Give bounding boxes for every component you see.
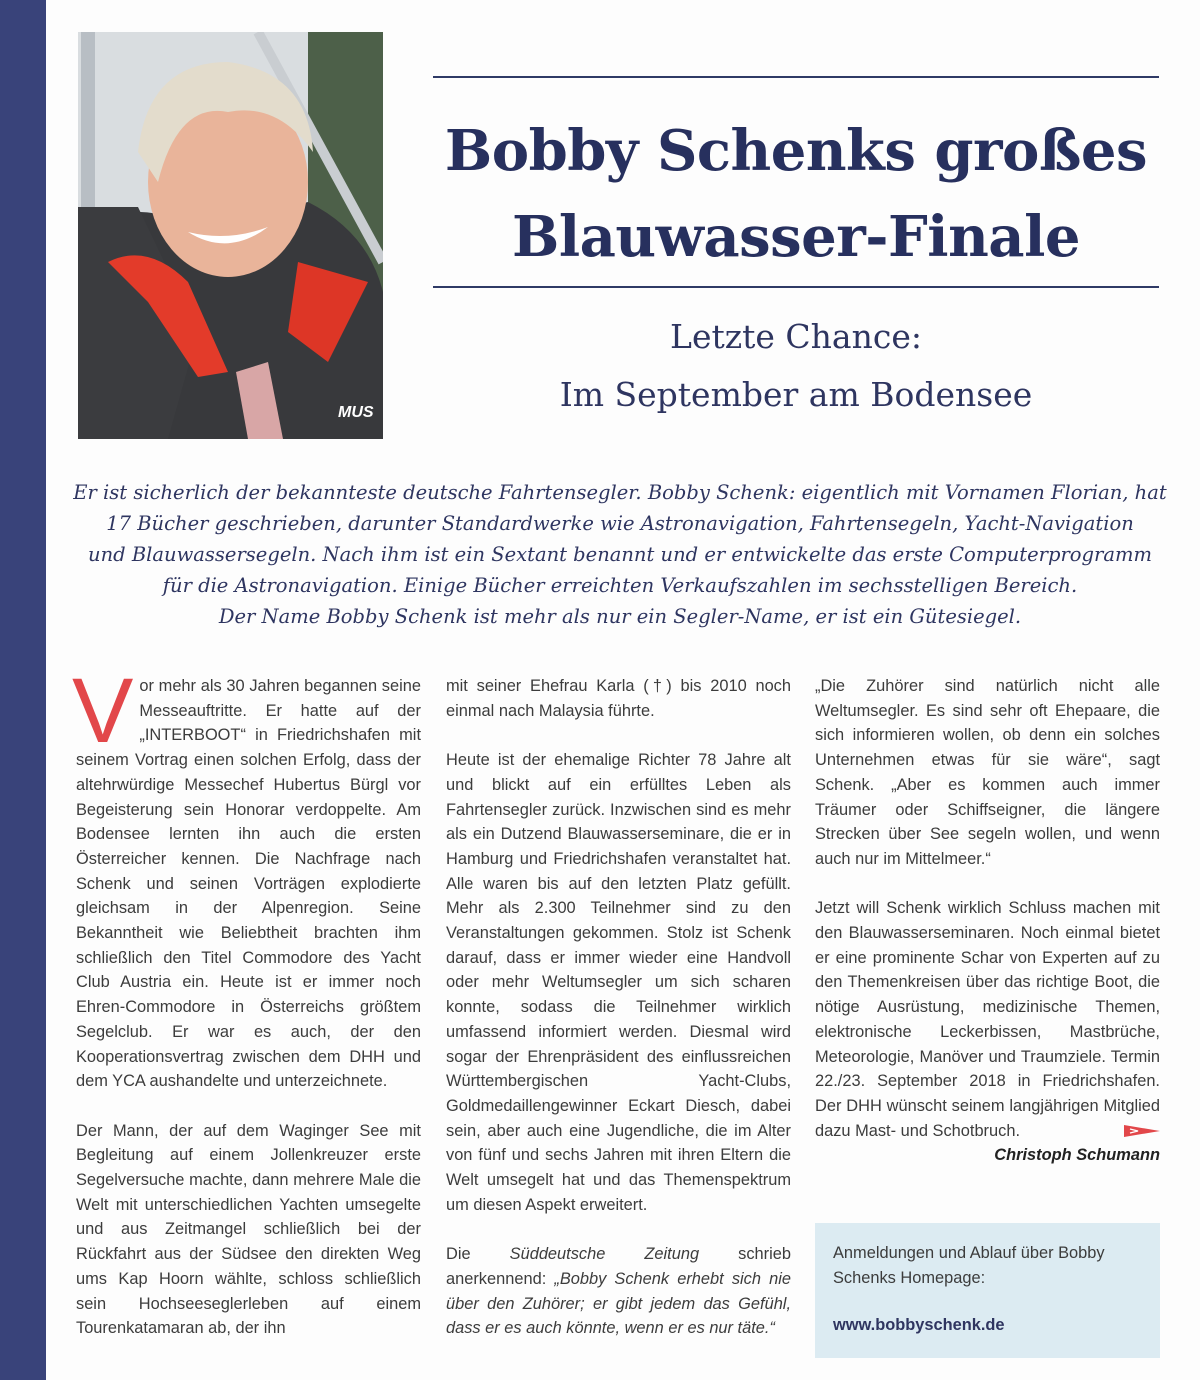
paragraph-text: Der Mann, der auf dem Waginger See mit Begleitung auf einem Jollenkreuzer erste Segelversuche machte, dann mehrere Male die Welt mit unterschiedlichen Yachten umsegelte und aus Zeitmangel schließlich bei der Rückfahrt aus der Südsee den direkten Weg ums Kap Hoorn wählte, schloss schließlich sein Hochseeseglerleben auf einem Tourenkatamaran ab, der ihn: [76, 1121, 421, 1338]
paragraph-text: Die: [446, 1245, 510, 1264]
subtitle-line-1: Letzte Chance:: [670, 317, 922, 356]
title-line-2: Blauwasser-Finale: [512, 204, 1080, 270]
sidebar-color-band: [0, 0, 46, 1380]
lead-line: und Blauwassersegeln. Nach ihm ist ein Sextant benannt und er entwickelte das erste Computerprogramm: [88, 543, 1152, 566]
body-paragraph: [446, 748, 791, 1217]
dhh-pennant-icon: [1124, 1125, 1160, 1137]
drop-cap: V: [72, 660, 134, 762]
article-column-1: [72, 660, 421, 1366]
jacket-brand-text: MUS: [338, 404, 374, 421]
body-paragraph: [446, 1242, 791, 1341]
article-column-2: [446, 674, 791, 1366]
title-rule-top: [433, 76, 1159, 78]
article-column-3: [815, 674, 1160, 1168]
body-paragraph: [815, 896, 1160, 1143]
portrait-illustration: [78, 32, 383, 439]
newspaper-quote: „Bobby Schenk erhebt sich nie über den Zuhörer; er gibt jedem das Gefühl, dass er es auch könnte, wenn er es nur täte.“: [446, 1269, 791, 1338]
paragraph-text: „Die Zuhörer sind natürlich nicht alle Weltumsegler. Es sind sehr oft Ehepaare, die sich informieren wollen, ob denn ein solches Unternehmen etwas für sie wäre“, sagt Schenk. „Aber es kommen auch immer Träumer oder Schiffseigner, die längere Strecken über See segeln wollen, und wenn auch nur im Mittelmeer.“: [815, 677, 1160, 868]
lead-paragraph: [70, 477, 1170, 632]
paragraph-text: Jetzt will Schenk wirklich Schluss machen mit den Blauwasserseminaren. Noch einmal bietet er eine prominente Schar von Experten auf zu den Themenkreisen über das richtige Boot, die nötige Ausrüstung, medizinische Themen, elektronische Leckerbissen, Mastbrüche, Meteorologie, Manöver und Traumziele. Termin 22./23. September 2018 in Friedrichshafen. Der DHH wünscht seinem langjährigen Mitglied dazu Mast- und Schotbruch.: [815, 899, 1160, 1140]
body-paragraph: [815, 674, 1160, 872]
paragraph-text: Heute ist der ehemalige Richter 78 Jahre alt und blickt auf ein erfülltes Leben als Fahrtensegler zurück. Inzwischen sind es mehr als ein Dutzend Blauwasserseminare, die er in Hamburg und Friedrichshafen veranstaltet hat. Alle waren bis auf den letzten Platz gefüllt. Mehr als 2.300 Teilnehmer sind zu den Veranstaltungen gekommen. Stolz ist Schenk darauf, dass er immer wieder eine Handvoll oder mehr Weltumsegler um sich scharen konnte, sodass die Teilnehmer wirklich umfassend informiert werden. Diesmal wird sogar der Ehrenpräsident des einflussreichen Württembergischen Yacht-Clubs, Goldmedaillengewinner Eckart Diesch, dabei sein, aber auch eine Jugendliche, die im Alter von fünf und sechs Jahren mit ihren Eltern die Welt umsegelt hat und das Themenspektrum um diesen Aspekt erweitert.: [446, 751, 791, 1214]
body-paragraph: [72, 660, 421, 1094]
article-subtitle: [433, 308, 1159, 424]
subtitle-line-2: Im September am Bodensee: [559, 375, 1033, 414]
body-paragraph: [76, 1119, 421, 1341]
registration-info-box: [815, 1223, 1160, 1358]
homepage-link[interactable]: www.bobbyschenk.de: [833, 1316, 1005, 1334]
title-rule-bottom: [433, 286, 1159, 288]
lead-line: Der Name Bobby Schenk ist mehr als nur ein Segler-Name, er ist ein Gütesiegel.: [218, 605, 1022, 628]
lead-line: 17 Bücher geschrieben, darunter Standardwerke wie Astronavigation, Fahrtensegeln, Yacht-Navigation: [106, 512, 1134, 535]
article-title: [433, 108, 1159, 280]
title-line-1: Bobby Schenks großes: [444, 118, 1148, 184]
paragraph-text: schrieb anerkennend:: [446, 1245, 791, 1288]
info-text: Anmeldungen und Ablauf über Bobby Schenks Homepage:: [833, 1244, 1105, 1287]
newspaper-name: Süddeutsche Zeitung: [509, 1245, 700, 1264]
author-byline: Christoph Schumann: [994, 1146, 1160, 1165]
paragraph-text: or mehr als 30 Jahren begannen seine Messeauftritte. Er hatte auf der „INTERBOOT“ in Friedrichshafen mit seinem Vortrag einen solchen Erfolg, dass der altehrwürdige Messechef Hubertus Bürgl vor Begeisterung sein Honorar verdoppelte. Am Bodensee lernten ihn auch die ersten Österreicher kennen. Die Nachfrage nach Schenk und seinen Vorträgen explodierte gleichsam in der Alpenregion. Seine Bekanntheit wie Beliebtheit brachten ihm schließlich den Titel Commodore des Yacht Club Austria ein. Heute ist er immer noch Ehren-Commodore in Österreichs größtem Segelclub. Er war es auch, der den Kooperationsvertrag zwischen dem DHH und dem YCA aushandelte und unterzeichnete.: [76, 677, 421, 1091]
portrait-photo: [78, 32, 383, 439]
lead-line: Er ist sicherlich der bekannteste deutsche Fahrtensegler. Bobby Schenk: eigentlich mit Vornamen Florian, hat: [73, 481, 1167, 504]
paragraph-text: mit seiner Ehefrau Karla (†) bis 2010 noch einmal nach Malaysia führte.: [446, 677, 791, 720]
homepage-url: [833, 1313, 1142, 1338]
body-paragraph: [446, 674, 791, 723]
lead-line: für die Astronavigation. Einige Bücher erreichten Verkaufszahlen im sechsstelligen Bereich.: [162, 574, 1078, 597]
